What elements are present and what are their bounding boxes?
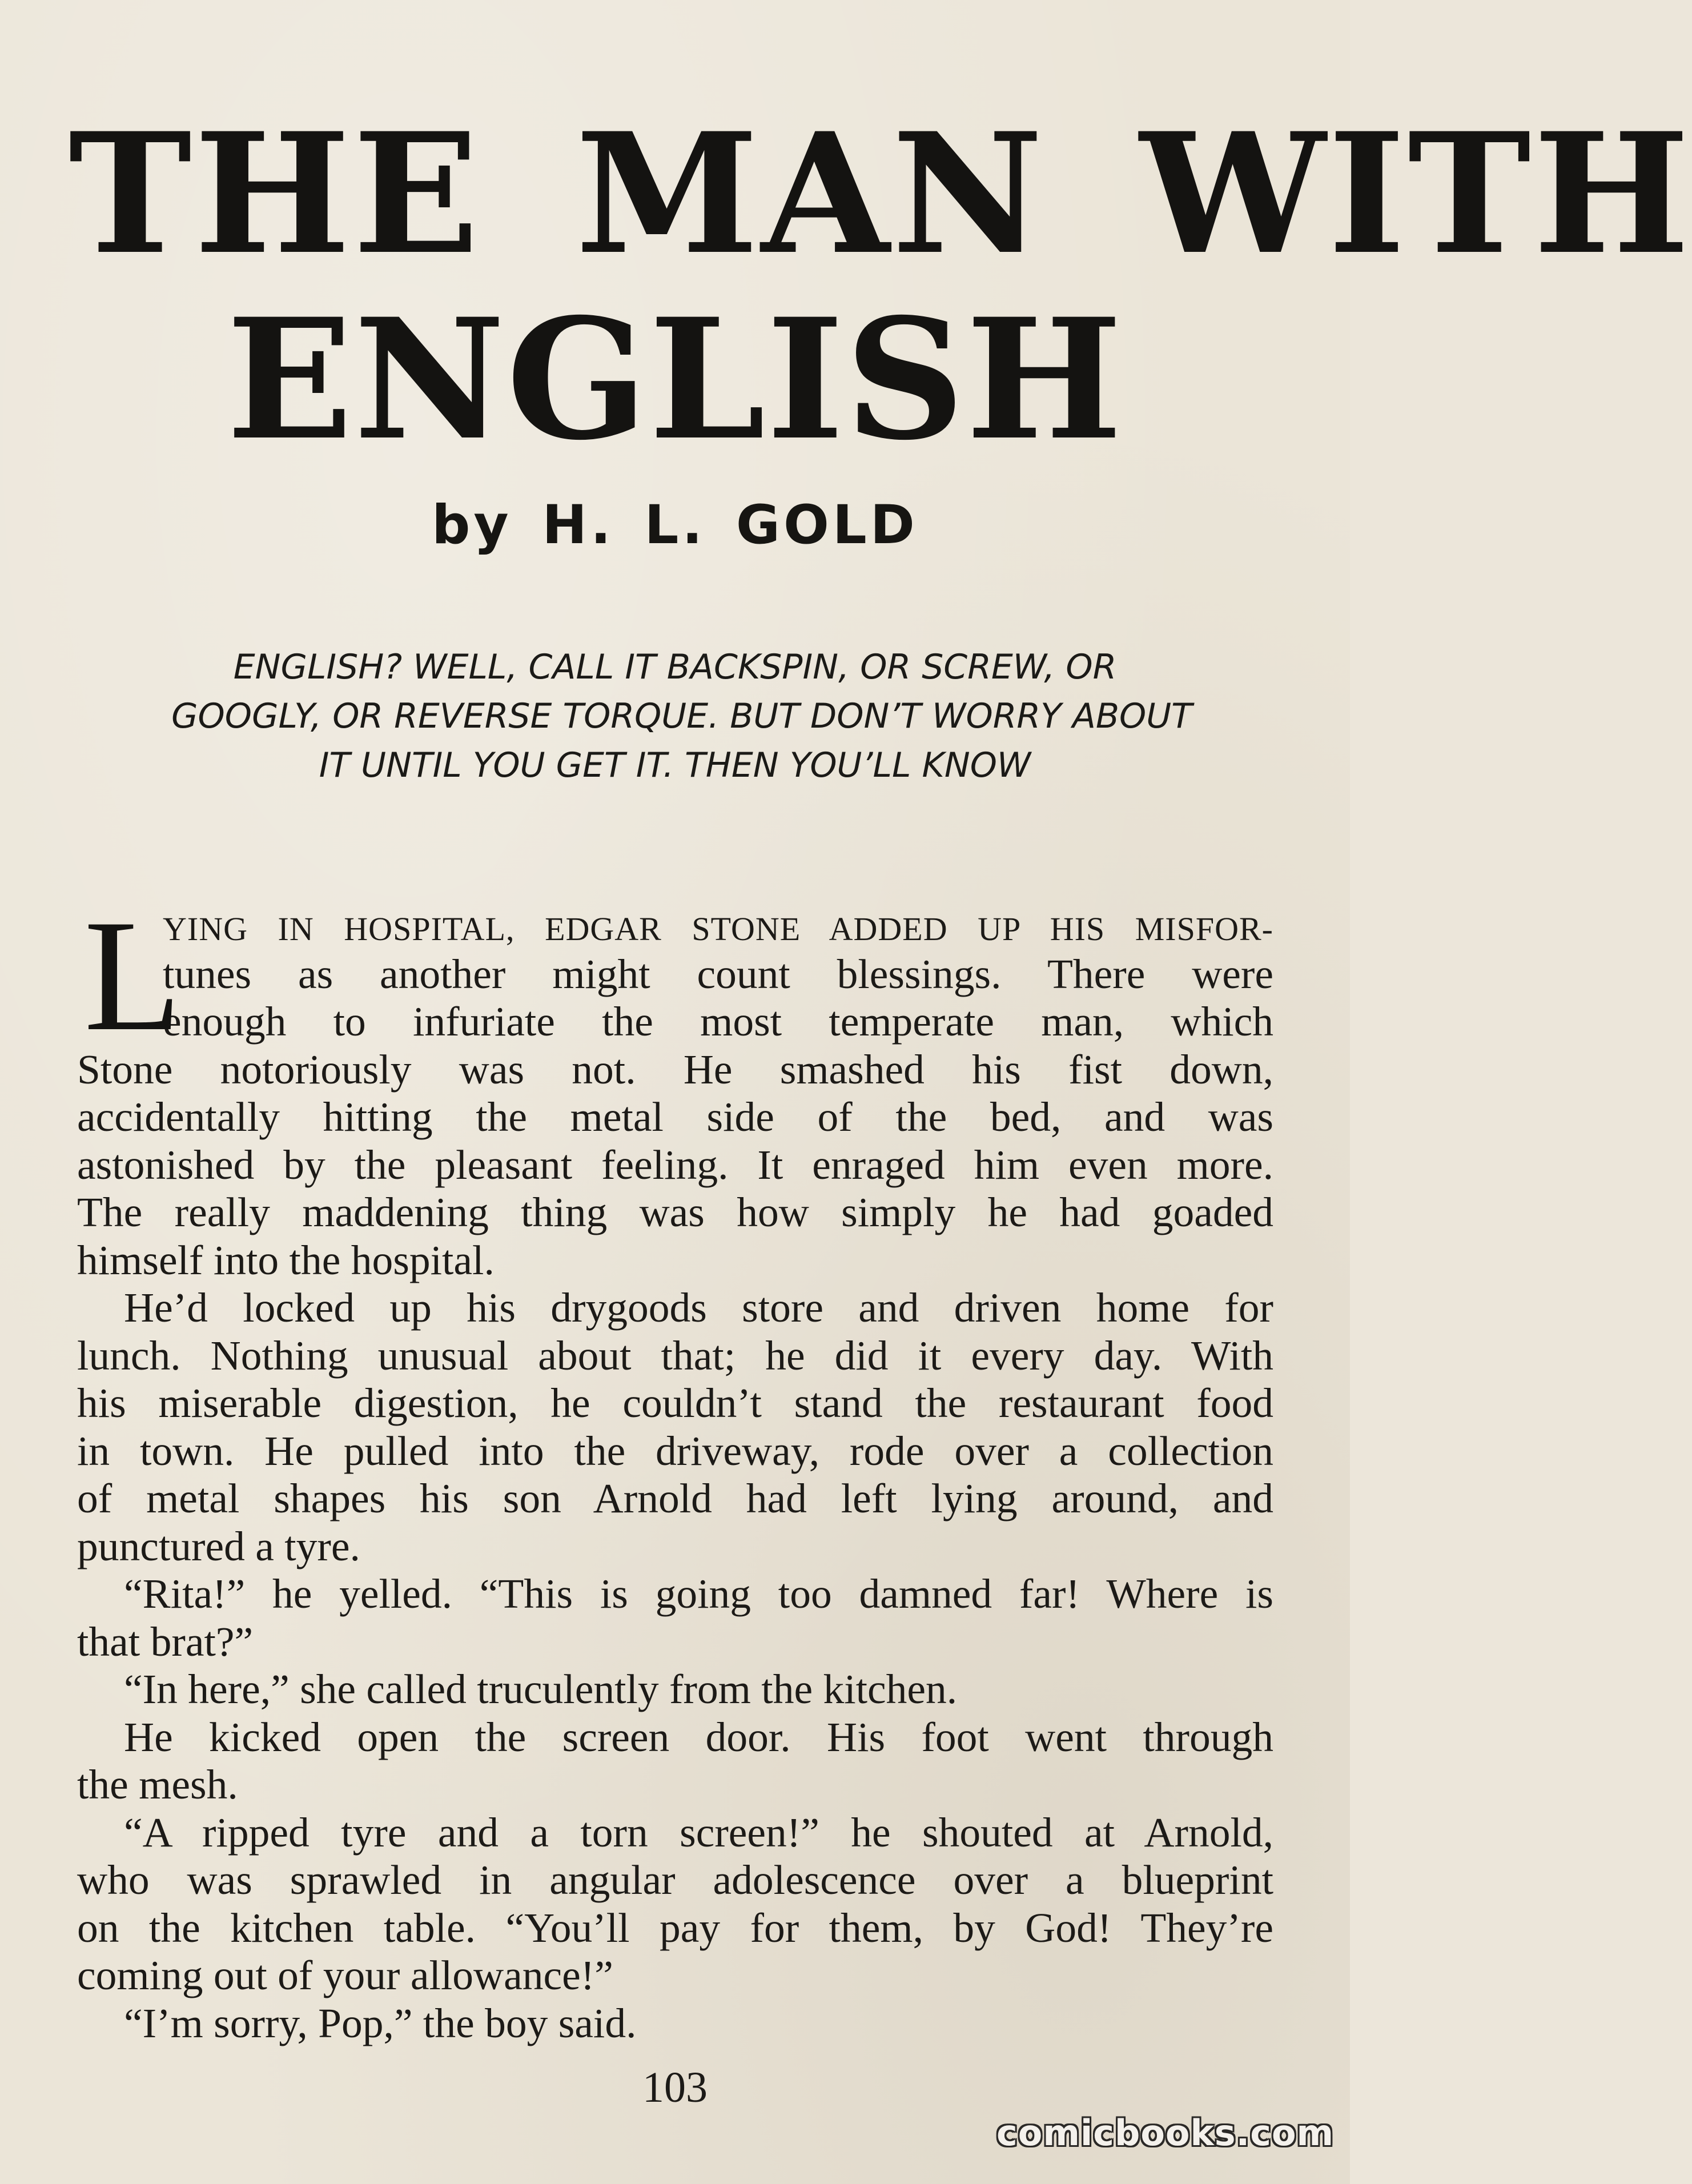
body-line: himself into the hospital. <box>77 1236 495 1283</box>
drop-cap: L <box>84 886 182 1064</box>
body-line: coming out of your allowance!” <box>77 1952 613 1998</box>
body-line: “A ripped tyre and a torn screen!” he shouted at Arnold, <box>124 1809 1273 1856</box>
blurb-line: IT UNTIL YOU GET IT. THEN YOU’LL KNOW <box>319 745 1031 785</box>
body-line <box>77 902 1273 950</box>
body-line: enough to infuriate the most temperate man, which <box>163 998 1273 1045</box>
blurb-line: ENGLISH? WELL, CALL IT BACKSPIN, OR SCREW, OR <box>233 647 1117 687</box>
body-line: who was sprawled in angular adolescence over a blueprint <box>77 1857 1273 1903</box>
story-title-line-1: THE MAN WITH <box>69 97 1692 291</box>
story-blurb <box>171 643 1192 790</box>
body-line: the mesh. <box>77 1761 238 1808</box>
body-line: He’d locked up his drygoods store and driven home for <box>124 1284 1273 1331</box>
body-line: on the kitchen table. “You’ll pay for them, by God! They’re <box>77 1904 1273 1951</box>
opening-smallcaps: YING IN HOSPITAL, EDGAR STONE ADDED UP HIS MISFOR- <box>163 910 1273 948</box>
body-line: The really maddening thing was how simply he had goaded <box>77 1189 1273 1235</box>
body-line: “I’m sorry, Pop,” the boy said. <box>124 2000 637 2046</box>
blurb-line: GOOGLY, OR REVERSE TORQUE. BUT DON’T WORRY ABOUT <box>171 696 1192 736</box>
body-line: that brat?” <box>77 1618 254 1665</box>
story-body <box>77 886 1273 2047</box>
body-line: Stone notoriously was not. He smashed his fist down, <box>77 1046 1273 1093</box>
body-line: his miserable digestion, he couldn’t stand the restaurant food <box>77 1380 1273 1426</box>
body-line: of metal shapes his son Arnold had left lying around, and <box>77 1475 1273 1521</box>
author-byline: by H. L. GOLD <box>432 494 918 556</box>
page-number: 103 <box>642 2063 708 2111</box>
body-line: tunes as another might count blessings. There were <box>163 950 1273 997</box>
body-line: He kicked open the screen door. His foot went through <box>124 1713 1273 1760</box>
body-line: accidentally hitting the metal side of the bed, and was <box>77 1094 1273 1140</box>
body-line: “Rita!” he yelled. “This is going too damned far! Where is <box>124 1571 1273 1617</box>
body-line: astonished by the pleasant feeling. It enraged him even more. <box>77 1141 1273 1188</box>
story-title-line-2: ENGLISH <box>226 283 1124 477</box>
site-watermark: comicbooks.com <box>996 2112 1335 2154</box>
body-line: in town. He pulled into the driveway, rode over a collection <box>77 1427 1273 1474</box>
body-line: lunch. Nothing unusual about that; he did it every day. With <box>77 1332 1273 1379</box>
body-line: “In here,” she called truculently from the kitchen. <box>124 1666 958 1712</box>
body-line: punctured a tyre. <box>77 1523 360 1569</box>
